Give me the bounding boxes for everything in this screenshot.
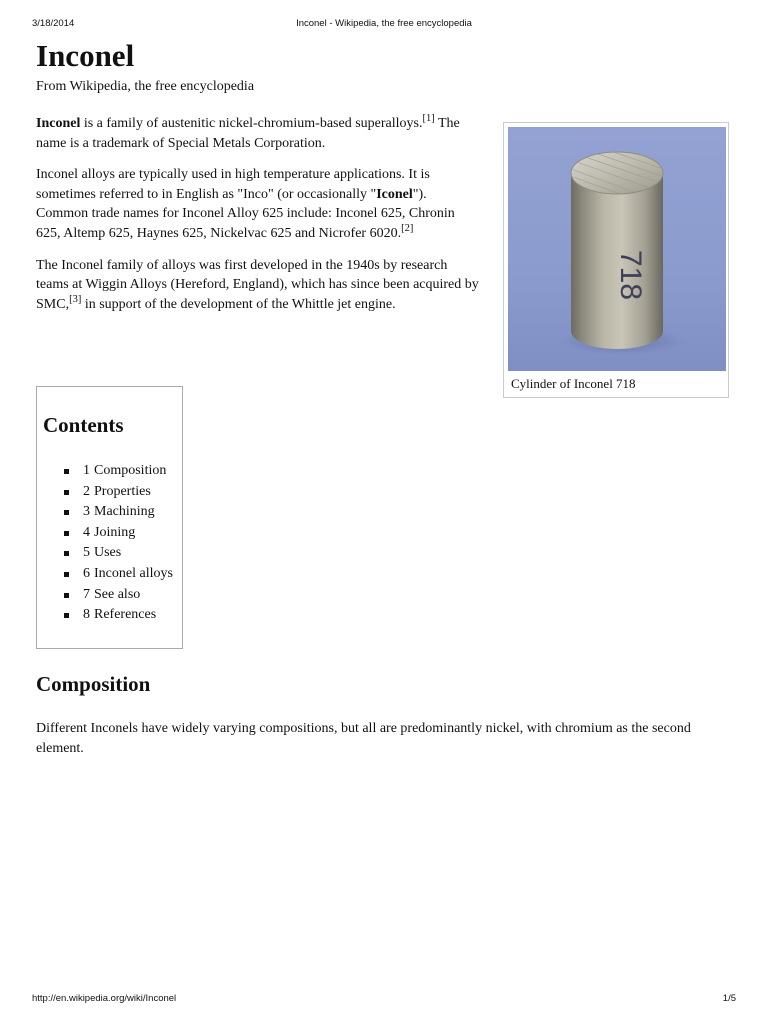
print-footer-url: http://en.wikipedia.org/wiki/Inconel — [32, 993, 177, 1004]
toc-item-label: Inconel alloys — [94, 565, 173, 581]
cylinder-stamp-text: 718 — [614, 249, 647, 301]
toc-item-label: Machining — [94, 504, 155, 520]
toc-list — [37, 461, 173, 626]
toc-item-references[interactable] — [37, 605, 173, 626]
intro-bold-term: Iconel — [376, 186, 413, 202]
toc-item-label: Properties — [94, 483, 151, 499]
intro-paragraph-1 — [36, 114, 481, 153]
toc-item-properties[interactable] — [37, 482, 173, 503]
toc-item-number: 6 — [83, 565, 90, 581]
print-header-title: Inconel - Wikipedia, the free encyclopedia — [296, 18, 472, 29]
toc-item-label: Uses — [94, 545, 122, 561]
toc-item-number: 8 — [83, 607, 90, 623]
intro-text: Inconel alloys are typically used in high temperature applications. It is sometimes referred to in English as "Inco" (or occasionally " — [36, 167, 430, 202]
toc-item-number: 2 — [83, 483, 90, 499]
reference-link-1[interactable]: [1] — [422, 113, 435, 124]
toc-item-joining[interactable] — [37, 523, 173, 544]
toc-item-number: 4 — [83, 524, 90, 540]
intro-text-continued: "). Common trade names for Inconel Alloy 625 include: Inconel 625, Chronin 625, Altemp 625, Haynes 625, Nickelvac 625 and Nicrofer 6020. — [36, 186, 455, 241]
intro-paragraph-2 — [36, 165, 481, 243]
infobox-figure — [503, 122, 729, 398]
intro-text-continued: The name is a trademark of Special Metals Corporation. — [36, 116, 460, 151]
toc-item-number: 5 — [83, 545, 90, 561]
page-title: Inconel — [36, 38, 135, 73]
toc-item-number: 1 — [83, 463, 90, 478]
toc-item-number: 7 — [83, 586, 90, 602]
intro-bold-term: Inconel — [36, 116, 81, 131]
composition-paragraph: Different Inconels have widely varying compositions, but all are predominantly nickel, with chromium as the second element. — [36, 721, 691, 756]
toc-item-composition[interactable] — [37, 461, 173, 482]
reference-link-3[interactable]: [3] — [69, 293, 82, 305]
intro-section — [36, 114, 481, 326]
figure-caption: Cylinder of Inconel 718 — [511, 376, 636, 391]
toc-item-number: 3 — [83, 504, 90, 520]
reference-link-2[interactable]: [2] — [401, 222, 414, 234]
page-subtitle: From Wikipedia, the free encyclopedia — [36, 79, 255, 94]
intro-text: The Inconel family of alloys was first developed in the 1940s by research teams at Wiggin Alloys (Hereford, England), which has since been acquired by SMC, — [36, 257, 479, 312]
toc-item-inconel-alloys[interactable] — [37, 564, 173, 585]
intro-text: is a family of austenitic nickel-chromium-based superalloys. — [80, 116, 423, 131]
toc-item-uses[interactable] — [37, 543, 173, 564]
toc-item-label: References — [94, 607, 157, 623]
section-heading-composition: Composition — [36, 672, 151, 696]
table-of-contents — [36, 386, 183, 649]
toc-item-see-also[interactable] — [37, 585, 173, 606]
intro-text-continued: in support of the development of the Whittle jet engine. — [81, 296, 396, 312]
cylinder-photo-svg — [508, 127, 726, 371]
toc-item-label: See also — [94, 586, 141, 602]
print-header-date: 3/18/2014 — [32, 18, 75, 29]
toc-title: Contents — [43, 413, 124, 437]
intro-paragraph-3 — [36, 256, 481, 315]
inconel-cylinder-image[interactable] — [508, 127, 726, 371]
toc-item-machining[interactable] — [37, 502, 173, 523]
print-footer-page-number: 1/5 — [722, 993, 736, 1004]
toc-item-label: Composition — [94, 463, 167, 478]
toc-item-label: Joining — [94, 524, 136, 540]
